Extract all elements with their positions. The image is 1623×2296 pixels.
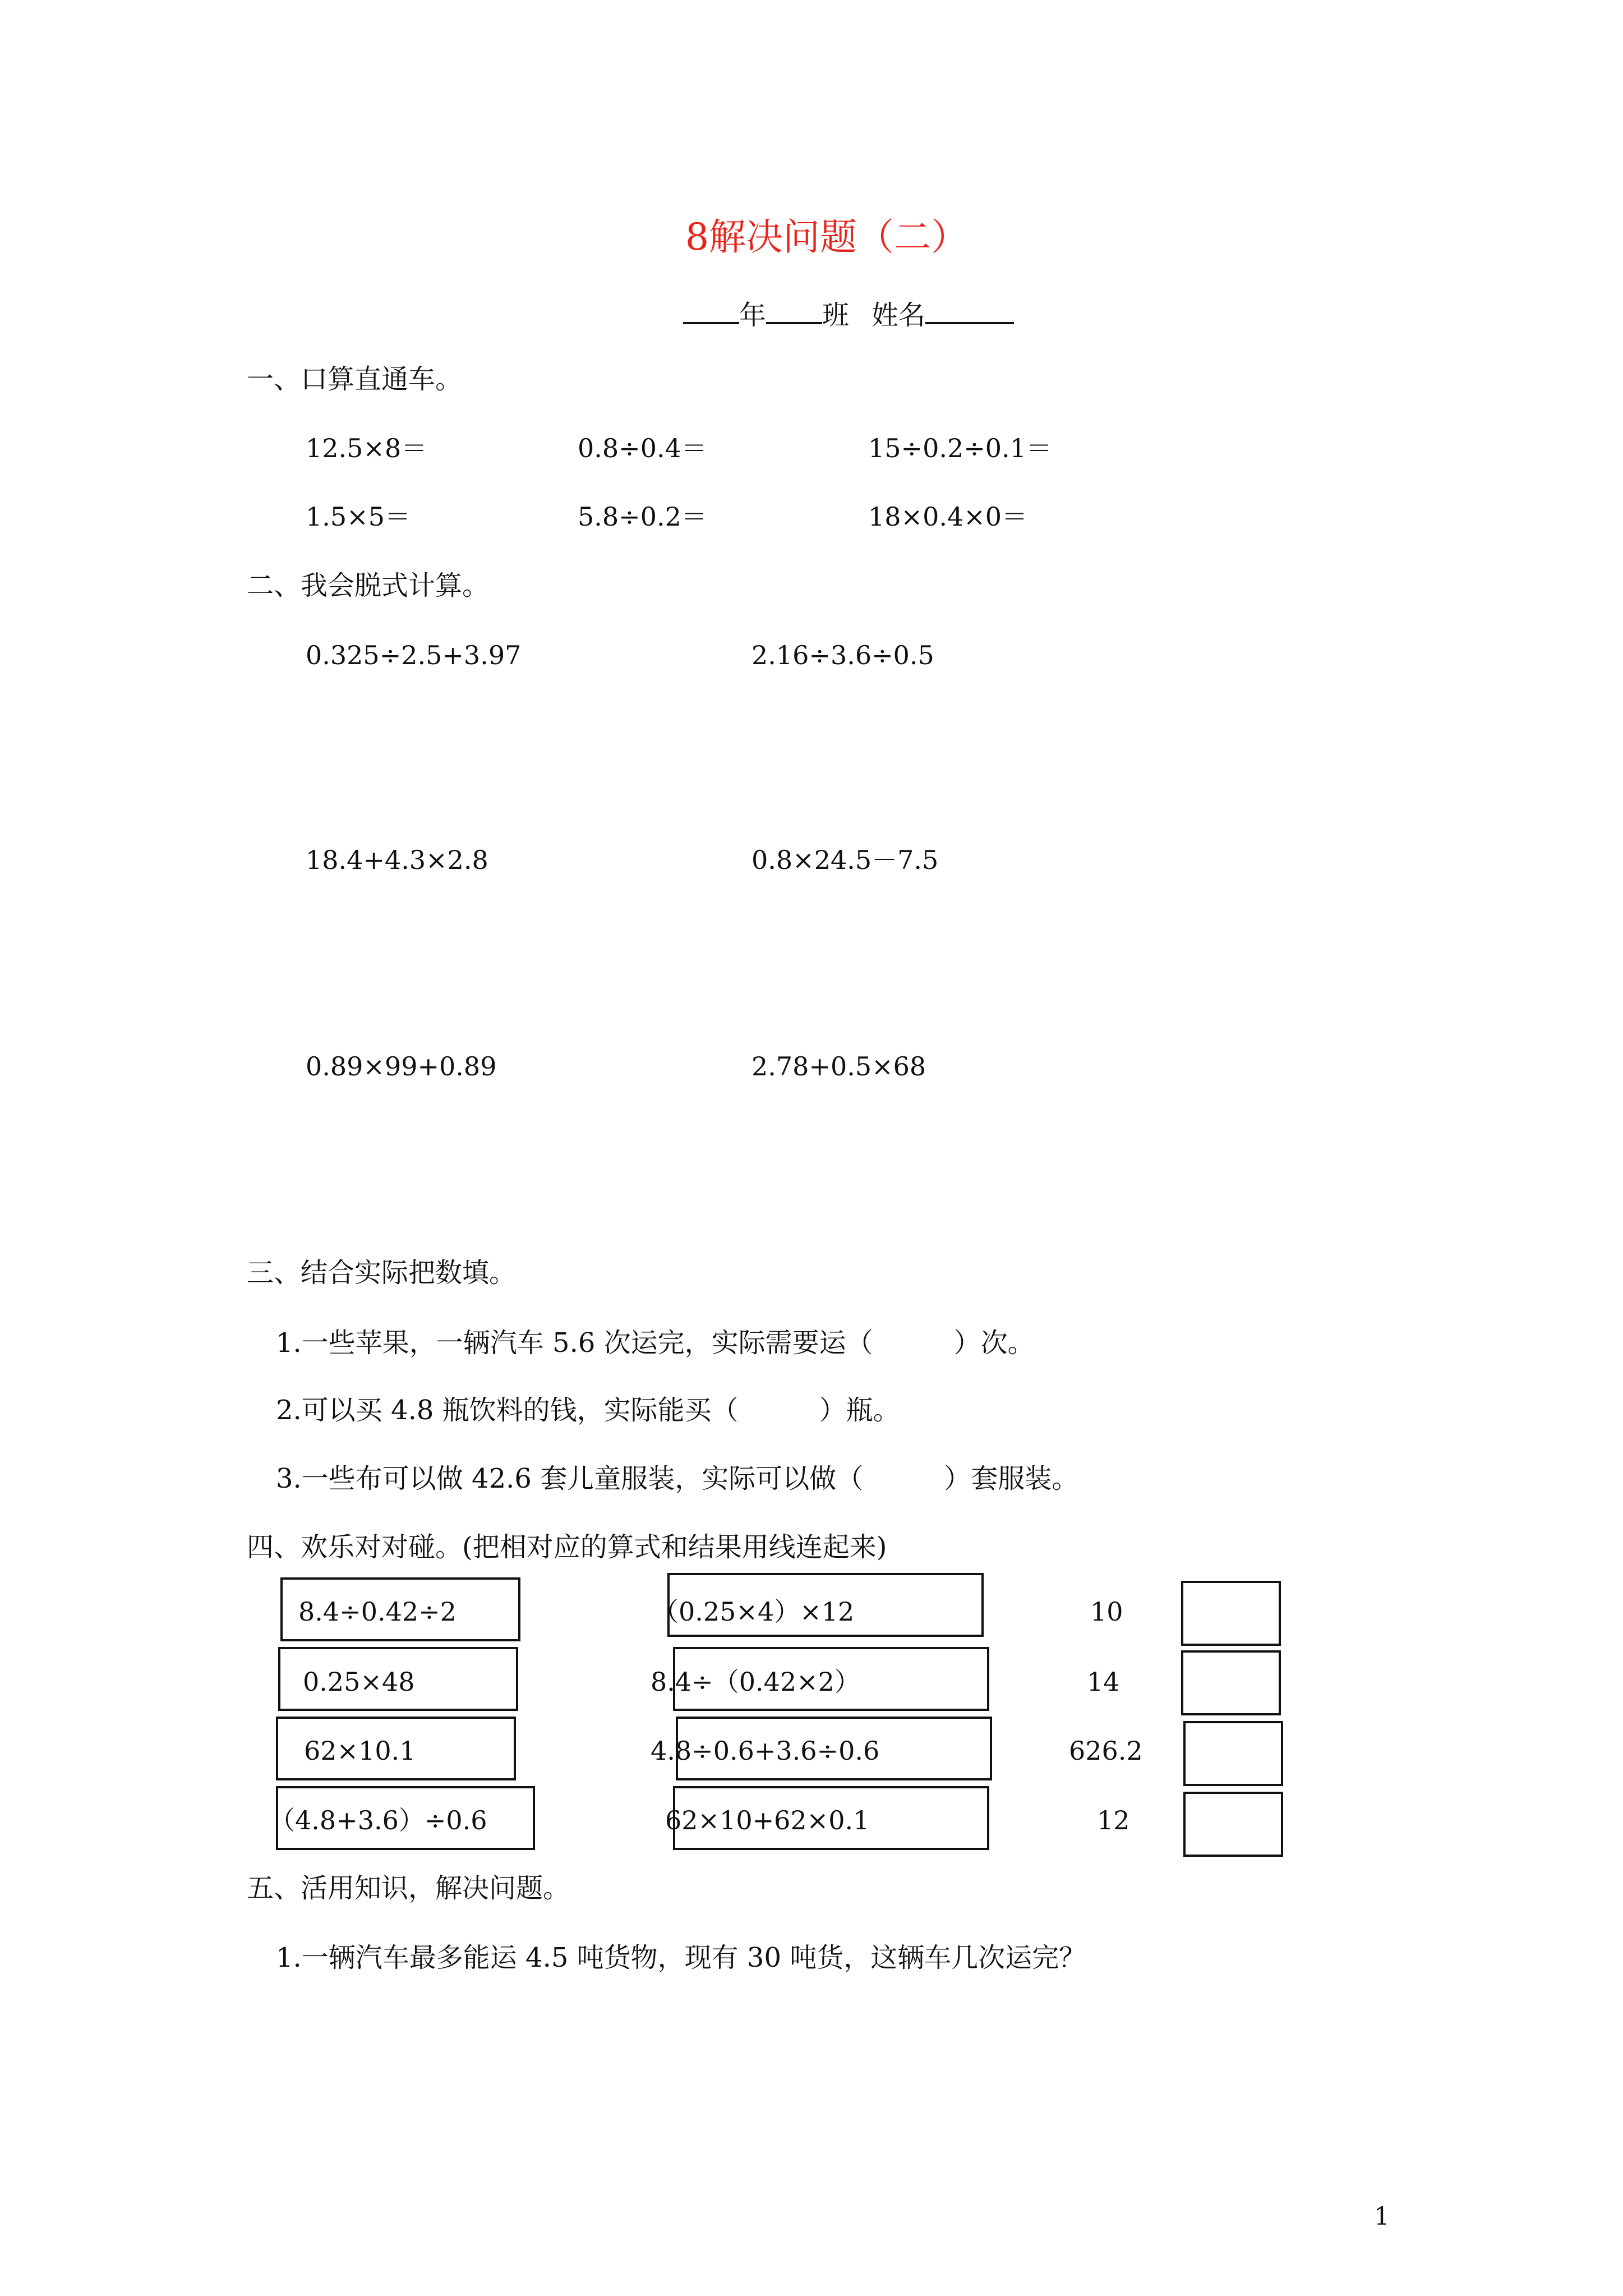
class-blank[interactable] bbox=[766, 297, 822, 324]
oral-calc-item: 0.8÷0.4＝ bbox=[578, 433, 707, 463]
match-left-expr: （4.8+3.6）÷0.6 bbox=[269, 1805, 487, 1835]
section4-heading: 四、欢乐对对碰。(把相对应的算式和结果用线连起来) bbox=[247, 1531, 887, 1563]
match-answer-box[interactable] bbox=[1183, 1792, 1283, 1857]
match-middle-expr: 4.8÷0.6+3.6÷0.6 bbox=[651, 1736, 880, 1766]
year-label: 年 bbox=[739, 300, 767, 331]
step-calc-item: 0.325÷2.5+3.97 bbox=[306, 640, 522, 670]
match-middle-expr: （0.25×4）×12 bbox=[653, 1596, 855, 1627]
class-label: 班 bbox=[822, 300, 850, 331]
fill-question-3: 3.一些布可以做 42.6 套儿童服装，实际可以做（ ）套服装。 bbox=[276, 1463, 1079, 1494]
section2-heading: 二、我会脱式计算。 bbox=[247, 570, 490, 601]
match-answer-box[interactable] bbox=[1181, 1650, 1281, 1715]
oral-calc-item: 5.8÷0.2＝ bbox=[578, 501, 707, 532]
match-result: 14 bbox=[1087, 1667, 1120, 1697]
step-calc-item: 18.4+4.3×2.8 bbox=[306, 845, 488, 875]
match-middle-expr: 8.4÷（0.42×2） bbox=[651, 1667, 860, 1697]
name-blank[interactable] bbox=[925, 297, 1014, 324]
oral-calc-item: 15÷0.2÷0.1＝ bbox=[868, 433, 1052, 463]
step-calc-item: 2.16÷3.6÷0.5 bbox=[751, 640, 934, 670]
word-problem-1: 1.一辆汽车最多能运 4.5 吨货物，现有 30 吨货，这辆车几次运完？ bbox=[276, 1942, 1086, 1973]
oral-calc-item: 1.5×5＝ bbox=[306, 501, 411, 532]
section3-heading: 三、结合实际把数填。 bbox=[247, 1257, 517, 1289]
year-blank[interactable] bbox=[683, 297, 739, 324]
step-calc-item: 0.89×99+0.89 bbox=[306, 1051, 497, 1082]
section1-heading: 一、口算直通车。 bbox=[247, 364, 463, 395]
page-number: 1 bbox=[1374, 2202, 1390, 2231]
page-title: 8解决问题（二） bbox=[685, 215, 968, 259]
match-result: 12 bbox=[1097, 1805, 1130, 1835]
step-calc-item: 2.78+0.5×68 bbox=[751, 1051, 926, 1082]
oral-calc-item: 18×0.4×0＝ bbox=[868, 501, 1028, 532]
step-calc-item: 0.8×24.5－7.5 bbox=[751, 845, 939, 875]
match-middle-expr: 62×10+62×0.1 bbox=[665, 1805, 870, 1835]
match-answer-box[interactable] bbox=[1183, 1721, 1283, 1786]
student-info-line bbox=[683, 297, 1014, 329]
fill-question-2: 2.可以买 4.8 瓶饮料的钱，实际能买（ ）瓶。 bbox=[276, 1395, 900, 1426]
match-left-expr: 62×10.1 bbox=[304, 1736, 416, 1766]
name-label: 姓名 bbox=[872, 300, 926, 331]
match-left-expr: 0.25×48 bbox=[303, 1667, 415, 1697]
fill-question-1: 1.一些苹果，一辆汽车 5.6 次运完，实际需要运（ ）次。 bbox=[276, 1327, 1035, 1359]
match-answer-box[interactable] bbox=[1181, 1581, 1281, 1646]
match-left-expr: 8.4÷0.42÷2 bbox=[298, 1596, 457, 1627]
oral-calc-item: 12.5×8＝ bbox=[306, 433, 427, 463]
match-result: 626.2 bbox=[1069, 1736, 1143, 1766]
match-result: 10 bbox=[1090, 1596, 1123, 1627]
section5-heading: 五、活用知识，解决问题。 bbox=[247, 1872, 570, 1904]
